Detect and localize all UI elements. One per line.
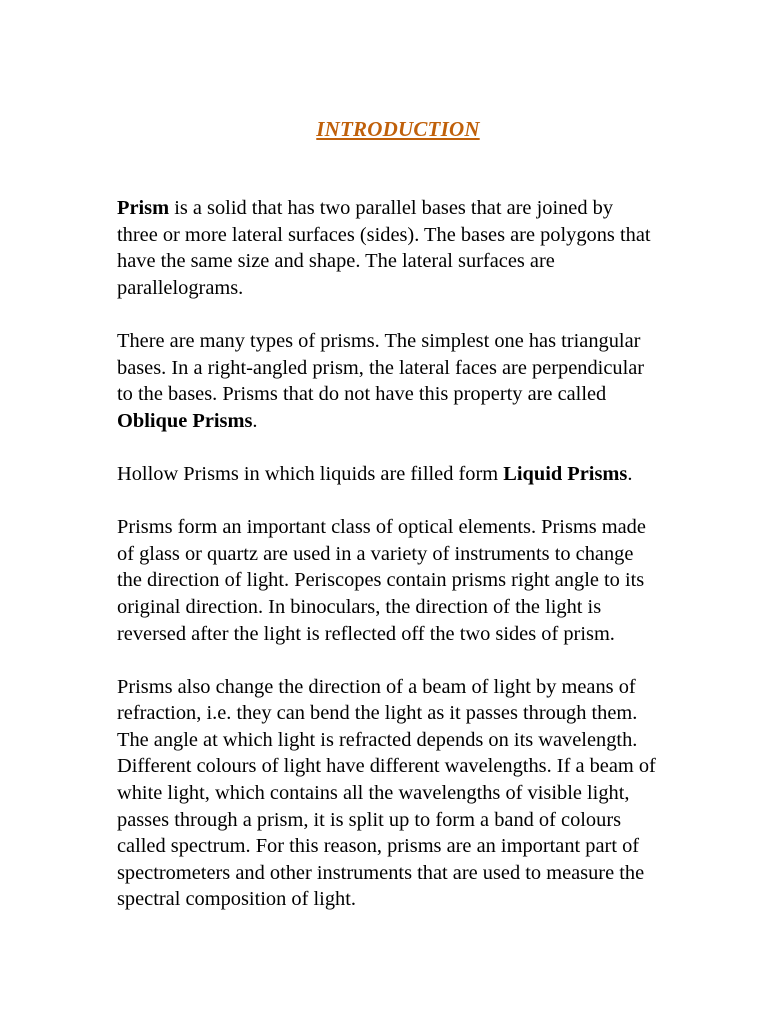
- text-run: original direction. In binoculars, the direction of the light is: [117, 595, 602, 618]
- bold-term: Prism: [117, 197, 170, 219]
- paragraph: [117, 195, 737, 301]
- text-line: [117, 381, 737, 408]
- text-run: There are many types of prisms. The simplest one has triangular: [117, 329, 641, 352]
- text-run: The angle at which light is refracted depends on its wavelength.: [117, 728, 638, 751]
- text-run: to the bases. Prisms that do not have this property are called: [117, 383, 607, 406]
- text-run: reversed after the light is reflected off the two sides of prism.: [117, 622, 615, 645]
- text-run: of glass or quartz are used in a variety of instruments to change: [117, 542, 634, 565]
- text-line: [117, 222, 737, 249]
- text-run: three or more lateral surfaces (sides). The bases are polygons that: [117, 223, 651, 246]
- text-line: [117, 833, 737, 860]
- paragraph: [117, 514, 737, 647]
- text-run: the direction of light. Periscopes contain prisms right angle to its: [117, 569, 645, 592]
- bold-term: Oblique Prisms: [117, 409, 253, 432]
- text-line: [117, 275, 737, 302]
- text-run: .: [627, 462, 633, 485]
- text-run: Prisms form an important class of optical elements. Prisms made: [117, 516, 646, 539]
- text-line: [117, 700, 737, 727]
- text-run: spectrometers and other instruments that are used to measure the: [117, 861, 645, 884]
- text-run: bases. In a right-angled prism, the lateral faces are perpendicular: [117, 356, 645, 379]
- text-run: spectral composition of light.: [117, 888, 356, 911]
- text-line: [117, 727, 737, 754]
- text-run: white light, which contains all the wavelengths of visible light,: [117, 782, 630, 805]
- text-line: [117, 248, 737, 275]
- text-run: Hollow Prisms in which liquids are filled form: [117, 462, 504, 485]
- bold-term: Liquid Prisms: [503, 462, 628, 485]
- text-line: [117, 807, 737, 834]
- text-line: [117, 860, 737, 887]
- text-line: [117, 541, 737, 568]
- text-line: [117, 674, 737, 701]
- text-run: .: [252, 409, 258, 432]
- text-line: [117, 594, 737, 621]
- text-run: have the same size and shape. The lateral surfaces are: [117, 250, 555, 273]
- text-line: [117, 195, 737, 222]
- text-line: [117, 567, 737, 594]
- text-line: [117, 886, 737, 913]
- text-line: [117, 780, 737, 807]
- text-run: refraction, i.e. they can bend the light as it passes through them.: [117, 702, 638, 725]
- page-title: INTRODUCTION: [316, 117, 480, 141]
- paragraph: [117, 461, 737, 488]
- document-body: [117, 195, 737, 913]
- text-run: Prisms also change the direction of a beam of light by means of: [117, 675, 636, 698]
- text-run: is a solid that has two parallel bases that are joined by: [169, 197, 614, 219]
- text-run: parallelograms.: [117, 276, 244, 299]
- paragraph: [117, 674, 737, 913]
- text-line: [117, 514, 737, 541]
- text-line: [117, 753, 737, 780]
- text-run: Different colours of light have different wavelengths. If a beam of: [117, 755, 656, 778]
- text-run: called spectrum. For this reason, prisms are an important part of: [117, 835, 640, 858]
- text-line: [117, 355, 737, 382]
- text-line: [117, 461, 737, 488]
- text-line: [117, 621, 737, 648]
- text-line: [117, 408, 737, 435]
- text-line: [117, 328, 737, 355]
- text-run: passes through a prism, it is split up to form a band of colours: [117, 808, 622, 831]
- paragraph: [117, 328, 737, 434]
